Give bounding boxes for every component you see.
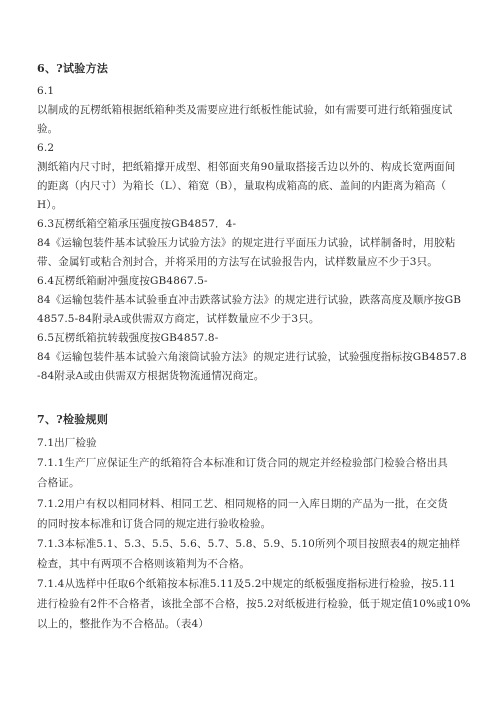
text-line: 7.1.2用户有权以相同材料、相同工艺、相同规格的同一入库日期的产品为一批，在交货 — [37, 498, 448, 510]
text-line: 84《运输包装件基本试验六角滚筒试验方法》的规定进行试验，试验强度指标按GB4857.8 — [37, 351, 467, 363]
text-line: 检查，其中有两项不合格则该箱判为不合格。 — [37, 558, 250, 570]
text-line: 7.1.3本标准5.1、5.3、5.5、5.6、5.7、5.8、5.9、5.10所列个项目按照表4的规定抽样 — [37, 538, 461, 550]
text-line: 的同时按本标准和订货合同的规定进行验收检验。 — [37, 518, 272, 530]
text-line: 4857.5-84附录A或供需双方商定，试样数量应不少于3只。 — [37, 313, 320, 325]
text-line: 以制成的瓦楞纸箱根据纸箱种类及需要应进行纸板性能试验，如有需要可进行纸箱强度试 — [37, 104, 453, 116]
text-line: 验。 — [37, 123, 59, 135]
text-line: 以上的，整批作为不合格品。（表4） — [37, 618, 209, 630]
text-line: 测纸箱内尺寸时，把纸箱撑开成型、相邻面夹角90量取搭接舌边以外的、构成长宽两面间 — [37, 161, 456, 173]
text-line: 6.4瓦楞纸箱耐冲强度按GB4867.5- — [37, 275, 208, 287]
text-line: 6.3瓦楞纸箱空箱承压强度按GB4857．4- — [37, 218, 237, 230]
text-line: 进行检验有2件不合格者，该批全部不合格，按5.2对纸板进行检验，低于规定值10%或10% — [37, 598, 471, 610]
text-line: 6.1 — [37, 85, 55, 97]
text-line: 84《运输包装件基本试验垂直冲击跌落试验方法》的规定进行试验，跌落高度及顺序按GB — [37, 294, 462, 306]
section-7-heading: 7、?检验规则 — [37, 413, 109, 426]
text-line: 84《运输包装件基本试验压力试验方法》的规定进行平面压力试验，试样制备时，用胶粘 — [37, 237, 456, 249]
text-line: 7.1.1生产厂应保证生产的纸箱符合本标准和订货合同的规定并经检验部门检验合格出具 — [37, 457, 448, 469]
text-line: 6.2 — [37, 142, 55, 154]
section-6-heading: 6、?试验方法 — [37, 62, 109, 75]
text-line: H）。 — [37, 199, 63, 211]
text-line: 7.1出厂检验 — [37, 437, 97, 449]
text-line: 带、金属钉或粘合剂封合，并将采用的方法写在试验报告内，试样数量应不少于3只。 — [37, 256, 438, 268]
text-line: 的距离（内尺寸）为箱长（L）、箱宽（B），量取构成箱高的底、盖间的内距离为箱高（ — [37, 180, 447, 192]
text-line: 6.5瓦楞纸箱抗转载强度按GB4857.8- — [37, 332, 219, 344]
text-line: 7.1.4从选样中任取6个纸箱按本标准5.11及5.2中规定的纸板强度指标进行检验，按5.11 — [37, 578, 456, 590]
text-line: -84附录A或由供需双方根据货物流通情况商定。 — [37, 370, 265, 382]
text-line: 合格证。 — [37, 477, 80, 489]
